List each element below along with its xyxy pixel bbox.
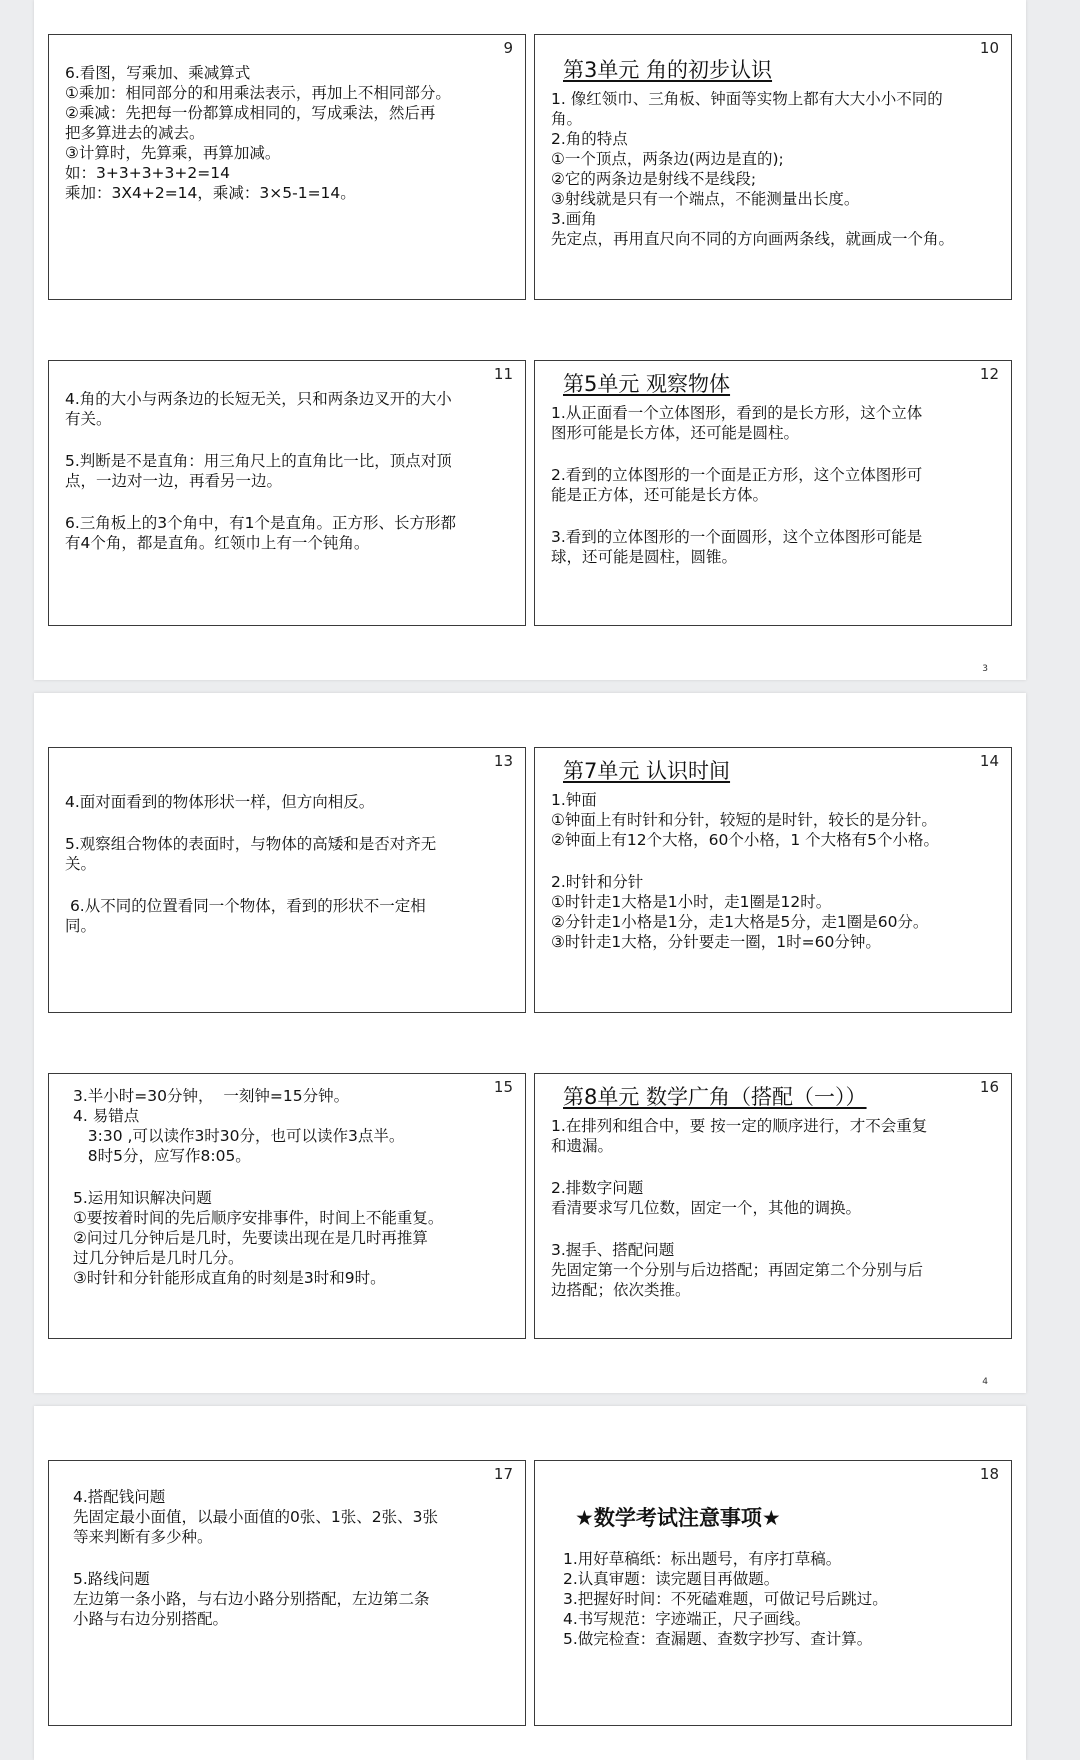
- text-line: 能是正方体，还可能是长方体。: [551, 486, 769, 504]
- text-line: 6.看图，写乘加、乘减算式: [65, 64, 251, 82]
- text-line: 1. 像红领巾、三角板、钟面等实物上都有大大小小不同的: [551, 90, 943, 108]
- line-gap: [73, 1547, 515, 1569]
- slide-content: [551, 89, 1001, 249]
- text-line: 球，还可能是圆柱，圆锥。: [551, 548, 738, 566]
- text-line: 2.时针和分针: [551, 873, 644, 891]
- text-line: 8时5分，应写作8:05。: [73, 1147, 251, 1165]
- slide-12: [534, 360, 1012, 626]
- slide-number: 10: [979, 39, 999, 57]
- slide-number: 11: [493, 365, 513, 383]
- text-line: 1.从正面看一个立体图形，看到的是长方形，这个立体: [551, 404, 923, 422]
- text-line: ③射线就是只有一个端点，不能测量出长度。: [551, 190, 860, 208]
- line-gap: [65, 491, 515, 513]
- text-line: ③计算时，先算乘，再算加减。: [65, 144, 281, 162]
- line-gap: [551, 850, 1001, 872]
- slide-number: 14: [979, 752, 999, 770]
- text-line: 左边第一条小路，与右边小路分别搭配，左边第二条: [73, 1590, 430, 1608]
- slide-17: [48, 1460, 526, 1726]
- text-line: ②钟面上有12个大格，60个小格，1 个大格有5个小格。: [551, 831, 939, 849]
- slide-16: [534, 1073, 1012, 1339]
- text-line: 有4个角，都是直角。红领巾上有一个钝角。: [65, 534, 370, 552]
- slide-number: 15: [493, 1078, 513, 1096]
- text-line: 如：3+3+3+3+2=14: [65, 164, 230, 182]
- text-line: 5.运用知识解决问题: [73, 1189, 212, 1207]
- unit-heading: 第3单元 角的初步认识: [563, 58, 773, 82]
- text-line: 2.角的特点: [551, 130, 628, 148]
- text-line: 5.判断是不是直角：用三角尺上的直角比一比，顶点对顶: [65, 452, 452, 470]
- text-line: 1.用好草稿纸：标出题号，有序打草稿。: [563, 1550, 842, 1568]
- text-line: 点，一边对一边，再看另一边。: [65, 472, 283, 490]
- line-gap: [551, 443, 1001, 465]
- slide-number: 18: [979, 1465, 999, 1483]
- slide-9: [48, 34, 526, 300]
- slide-11: [48, 360, 526, 626]
- text-line: 5.路线问题: [73, 1570, 150, 1588]
- slide-number: 13: [493, 752, 513, 770]
- unit-heading: 第7单元 认识时间: [563, 759, 731, 783]
- text-line: 乘加：3X4+2=14，乘减：3×5-1=14。: [65, 184, 356, 202]
- text-line: 图形可能是长方体，还可能是圆柱。: [551, 424, 800, 442]
- text-line: 边搭配；依次类推。: [551, 1281, 691, 1299]
- text-line: 2.看到的立体图形的一个面是正方形，这个立体图形可: [551, 466, 923, 484]
- text-line: 同。: [65, 917, 97, 935]
- slide-number: 9: [503, 39, 513, 57]
- text-line: 2.排数字问题: [551, 1179, 644, 1197]
- unit-heading: 第5单元 观察物体: [563, 372, 731, 396]
- text-line: ①时针走1大格是1小时，走1圈是12时。: [551, 893, 832, 911]
- text-line: 6.三角板上的3个角中，有1个是直角。正方形、长方形都: [65, 514, 457, 532]
- line-gap: [65, 812, 515, 834]
- text-line: ②分针走1小格是1分，走1大格是5分，走1圈是60分。: [551, 913, 929, 931]
- text-line: 5.观察组合物体的表面时，与物体的高矮和是否对齐无: [65, 835, 437, 853]
- text-line: 5.做完检查：查漏题、查数字抄写、查计算。: [563, 1630, 873, 1648]
- text-line: 6.从不同的位置看同一个物体，看到的形状不一定相: [65, 897, 426, 915]
- text-line: ③时针和分针能形成直角的时刻是3时和9时。: [73, 1269, 386, 1287]
- text-line: 等来判断有多少种。: [73, 1528, 213, 1546]
- slide-10: [534, 34, 1012, 300]
- slide-content: [65, 63, 515, 203]
- text-line: 3.看到的立体图形的一个面圆形，这个立体图形可能是: [551, 528, 923, 546]
- page-number: 3: [982, 664, 988, 674]
- slide-content: [551, 403, 1001, 567]
- slide-15: [48, 1073, 526, 1339]
- line-gap: [65, 874, 515, 896]
- text-line: ①乘加：相同部分的和用乘法表示，再加上不相同部分。: [65, 84, 451, 102]
- text-line: 4.搭配钱问题: [73, 1488, 166, 1506]
- text-line: 4.面对面看到的物体形状一样，但方向相反。: [65, 793, 375, 811]
- text-line: 1.钟面: [551, 791, 597, 809]
- slide-14: [534, 747, 1012, 1013]
- text-line: 3.握手、搭配问题: [551, 1241, 675, 1259]
- slide-content: [551, 790, 1001, 952]
- text-line: 先定点，再用直尺向不同的方向画两条线，就画成一个角。: [551, 230, 955, 248]
- text-line: 关。: [65, 855, 97, 873]
- slide-content: [73, 1487, 515, 1629]
- slide-content: [563, 1549, 1001, 1649]
- line-gap: [65, 429, 515, 451]
- text-line: 过几分钟后是几时几分。: [73, 1249, 244, 1267]
- text-line: 有关。: [65, 410, 112, 428]
- text-line: ②它的两条边是射线不是线段;: [551, 170, 757, 188]
- line-gap: [551, 1218, 1001, 1240]
- text-line: 小路与右边分别搭配。: [73, 1610, 229, 1628]
- slide-number: 12: [979, 365, 999, 383]
- text-line: ①要按着时间的先后顺序安排事件，时间上不能重复。: [73, 1209, 444, 1227]
- unit-heading: ★数学考试注意事项★: [575, 1506, 781, 1530]
- slide-content: [73, 1086, 515, 1288]
- slide-13: [48, 747, 526, 1013]
- slide-number: 17: [493, 1465, 513, 1483]
- text-line: 和遗漏。: [551, 1137, 614, 1155]
- line-gap: [551, 505, 1001, 527]
- document-page-2: [34, 693, 1026, 1393]
- document-page-1: [34, 0, 1026, 680]
- text-line: 4.角的大小与两条边的长短无关，只和两条边叉开的大小: [65, 390, 452, 408]
- text-line: 3.画角: [551, 210, 597, 228]
- text-line: 3:30 ,可以读作3时30分，也可以读作3点半。: [73, 1127, 405, 1145]
- page-number: 4: [982, 1377, 988, 1387]
- text-line: 1.在排列和组合中，要 按一定的顺序进行，才不会重复: [551, 1117, 928, 1135]
- text-line: 3.半小时=30分钟， 一刻钟=15分钟。: [73, 1087, 350, 1105]
- text-line: ③时针走1大格，分针要走一圈，1时=60分钟。: [551, 933, 881, 951]
- text-line: 先固定最小面值，以最小面值的0张、1张、2张、3张: [73, 1508, 438, 1526]
- text-line: ②乘减：先把每一份都算成相同的，写成乘法，然后再: [65, 104, 436, 122]
- text-line: 角。: [551, 110, 583, 128]
- text-line: 把多算进去的减去。: [65, 124, 205, 142]
- slide-number: 16: [979, 1078, 999, 1096]
- text-line: ①钟面上有时针和分针，较短的是时针，较长的是分针。: [551, 811, 937, 829]
- slide-18: [534, 1460, 1012, 1726]
- line-gap: [73, 1166, 515, 1188]
- text-line: 先固定第一个分别与后边搭配；再固定第二个分别与后: [551, 1261, 924, 1279]
- slide-content: [65, 389, 515, 553]
- text-line: 4. 易错点: [73, 1107, 140, 1125]
- text-line: 看清要求写几位数，固定一个，其他的调换。: [551, 1199, 862, 1217]
- unit-heading: 第8单元 数学广角（搭配（一））: [563, 1085, 867, 1109]
- text-line: 2.认真审题：读完题目再做题。: [563, 1570, 780, 1588]
- text-line: 4.书写规范：字迹端正，尺子画线。: [563, 1610, 811, 1628]
- text-line: ②问过几分钟后是几时，先要读出现在是几时再推算: [73, 1229, 428, 1247]
- document-page-3: [34, 1406, 1026, 1760]
- text-line: 3.把握好时间：不死磕难题，可做记号后跳过。: [563, 1590, 888, 1608]
- text-line: ①一个顶点，两条边(两边是直的);: [551, 150, 784, 168]
- slide-content: [551, 1116, 1001, 1300]
- slide-content: [65, 792, 515, 936]
- line-gap: [551, 1156, 1001, 1178]
